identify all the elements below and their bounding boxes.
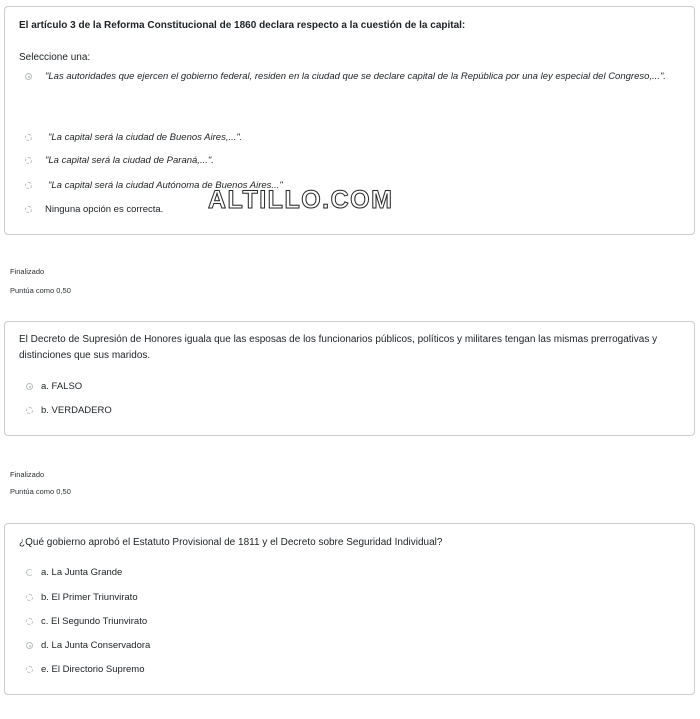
question-3-score: Puntúa como 0,50	[10, 487, 71, 496]
question-3-card	[4, 523, 695, 695]
watermark-text: ALTILLO.COM	[208, 186, 394, 214]
option-label: c. El Segundo Triunvirato	[41, 616, 148, 627]
radio-button[interactable]	[26, 569, 33, 576]
option-label: "Las autoridades que ejercen el gobierno federal, residen en la ciudad que se declare capital de la República por una ley especial del Congreso,...".	[45, 71, 666, 82]
question-1-text: El artículo 3 de la Reforma Constitucional de 1860 declara respecto a la cuestión de la capital:	[19, 20, 466, 31]
option-label: Ninguna opción es correcta.	[45, 204, 164, 215]
radio-button[interactable]	[26, 594, 33, 601]
option-label: "La capital será la ciudad de Buenos Aires,...".	[48, 132, 243, 143]
radio-button[interactable]	[25, 134, 32, 141]
question-3-state: Finalizado	[10, 470, 45, 479]
option-label: d. La Junta Conservadora	[41, 640, 151, 651]
question-2-state: Finalizado	[10, 267, 45, 276]
option-label: b. El Primer Triunvirato	[41, 592, 138, 603]
radio-button[interactable]	[26, 618, 33, 625]
option-label: b. VERDADERO	[41, 405, 112, 416]
radio-button[interactable]	[26, 407, 33, 414]
radio-button[interactable]	[25, 182, 32, 189]
radio-button[interactable]	[25, 157, 32, 164]
option-label: "La capital será la ciudad Autónoma de Buenos Aires..."	[48, 180, 283, 191]
option-label: "La capital será la ciudad de Paraná,...".	[45, 155, 214, 166]
question-1-prompt: Seleccione una:	[19, 52, 91, 63]
question-2-score: Puntúa como 0,50	[10, 286, 71, 295]
question-3-text: ¿Qué gobierno aprobó el Estatuto Provisional de 1811 y el Decreto sobre Seguridad Individual?	[19, 537, 443, 548]
radio-button-selected[interactable]	[26, 383, 33, 390]
question-2-card	[4, 321, 695, 436]
radio-button-selected[interactable]	[26, 642, 33, 649]
radio-button-selected[interactable]	[25, 73, 32, 80]
question-2-text: El Decreto de Supresión de Honores iguala que las esposas de los funcionarios públicos, políticos y militares tengan las mismas prerrogativas y distinciones que sus maridos.	[19, 334, 658, 361]
radio-button[interactable]	[26, 666, 33, 673]
option-label: a. FALSO	[41, 381, 83, 392]
option-label: e. El Directorio Supremo	[41, 664, 145, 675]
option-label: a. La Junta Grande	[41, 567, 123, 578]
radio-button[interactable]	[25, 206, 32, 213]
